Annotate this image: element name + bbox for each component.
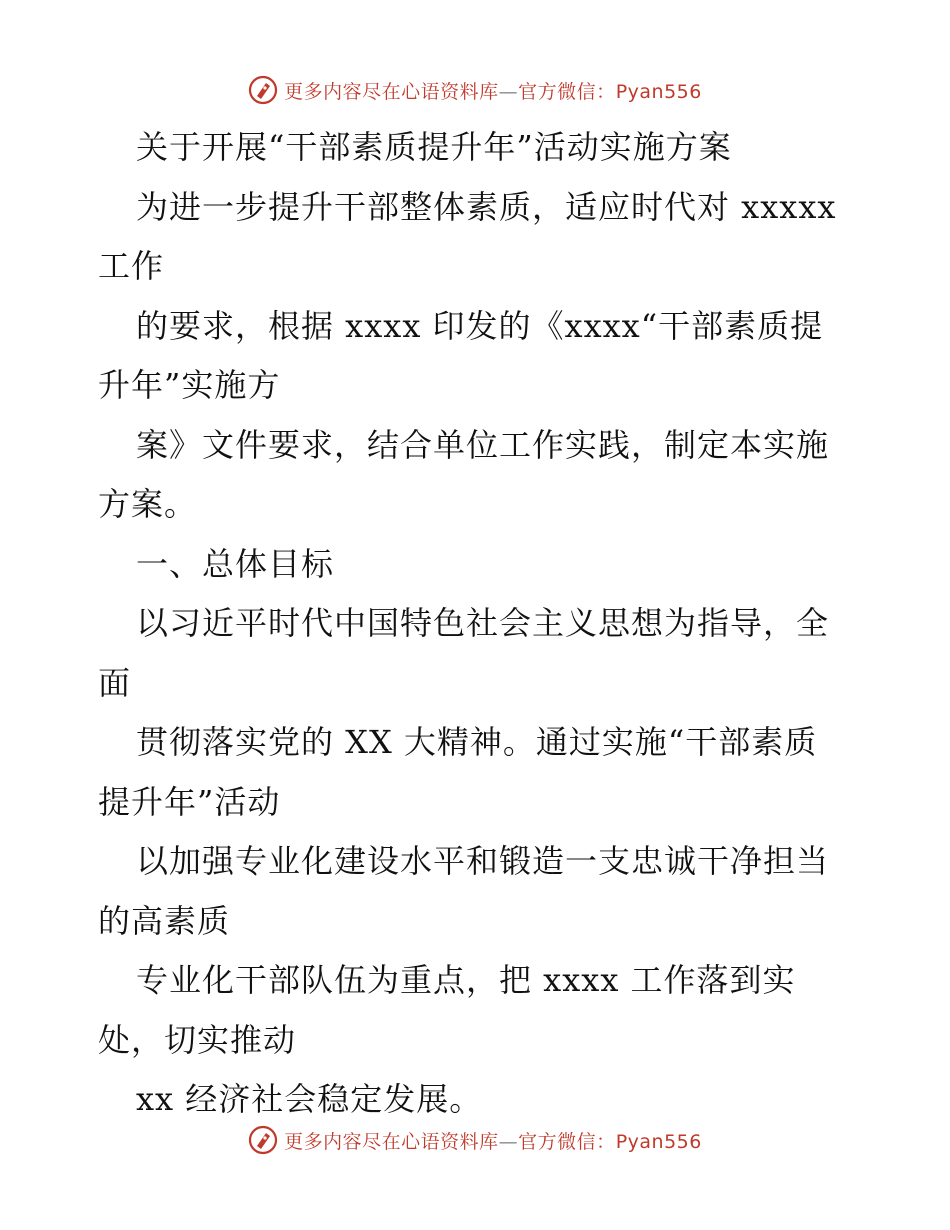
watermark-text [284, 1127, 702, 1154]
section-heading: 一、总体目标 [136, 544, 335, 583]
paragraph-line: 面 [98, 663, 132, 702]
watermark-footer [0, 1120, 950, 1160]
document-title: 关于开展“干部素质提升年”活动实施方案 [136, 128, 732, 166]
paragraph-line: 的高素质 [98, 901, 231, 940]
paragraph-line: 专业化干部队伍为重点，把 xxxx 工作落到实 [136, 961, 796, 999]
document-body [98, 118, 858, 1130]
paragraph-line: 的要求，根据 xxxx 印发的《xxxx“干部素质提 [136, 306, 824, 345]
paragraph-line: 以加强专业化建设水平和锻造一支忠诚干净担当 [136, 842, 830, 880]
paragraph-line: 贯彻落实党的 XX 大精神。通过实施“干部素质 [136, 723, 818, 761]
watermark-official: 官方微信： [518, 1130, 616, 1153]
pen-nib-logo-icon [248, 1125, 278, 1155]
paragraph-line: 提升年”活动 [98, 782, 281, 821]
paragraph-line: 案》文件要求，结合单位工作实践，制定本实施 [136, 425, 830, 464]
paragraph-line: 工作 [98, 247, 165, 285]
watermark-official: 官方微信： [518, 80, 616, 103]
paragraph-line: 升年”实施方 [98, 366, 281, 404]
paragraph-line: 以习近平时代中国特色社会主义思想为指导，全 [136, 604, 830, 642]
watermark-main: 更多内容尽在心语资料库 [284, 1130, 499, 1153]
paragraph-line: 处，切实推动 [98, 1020, 297, 1059]
watermark-wechat-id: Pyan556 [615, 1130, 702, 1153]
watermark-dash: — [498, 80, 519, 103]
paragraph-line: 为进一步提升干部整体素质，适应时代对 xxxxx [136, 187, 837, 226]
watermark-dash: — [498, 1130, 519, 1153]
paragraph-line: xx 经济社会稳定发展。 [136, 1080, 483, 1118]
watermark-text [284, 77, 702, 104]
watermark-header [0, 70, 950, 110]
watermark-main: 更多内容尽在心语资料库 [284, 80, 499, 103]
paragraph-line: 方案。 [98, 485, 198, 523]
watermark-wechat-id: Pyan556 [615, 80, 702, 103]
pen-nib-logo-icon [248, 75, 278, 105]
